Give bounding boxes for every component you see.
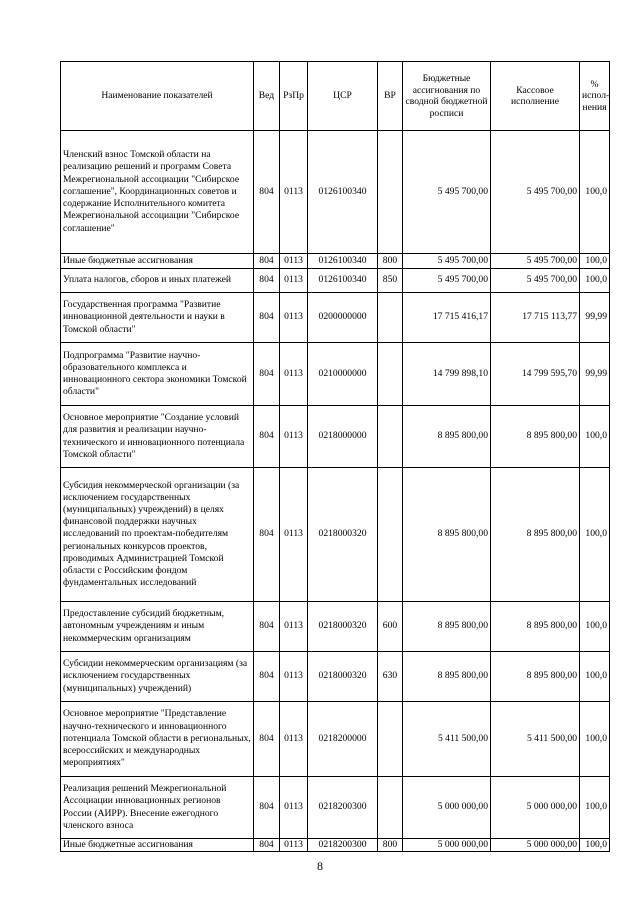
cell-ved: 804 [254,293,280,343]
cell-rzpr: 0113 [280,406,308,468]
cell-vr: 630 [378,652,403,702]
cell-percent: 100,0 [580,468,610,602]
cell-vr [378,131,403,254]
cell-assigned: 5 000 000,00 [403,777,491,839]
cell-cash: 5 495 700,00 [491,131,580,254]
cell-name: Иные бюджетные ассигнования [61,254,254,269]
cell-assigned: 14 799 898,10 [403,343,491,406]
cell-cash: 8 895 800,00 [491,602,580,652]
cell-name: Реализация решений Межрегиональной Ассоциации инновационных регионов России (АИРР). Внесение ежегодного членского взноса [61,777,254,839]
cell-percent: 100,0 [580,254,610,269]
cell-csr: 0126100340 [308,269,378,293]
cell-cash: 14 799 595,70 [491,343,580,406]
cell-cash: 8 895 800,00 [491,468,580,602]
cell-percent: 100,0 [580,602,610,652]
cell-percent: 100,0 [580,652,610,702]
cell-name: Членский взнос Томской области на реализацию решений и программ Совета Межрегиональной ассоциации "Сибирское соглашение", Координационных советов и содержание Исполнительного комитета Межрегиональной ассоциации "Сибирское соглашение" [61,131,254,254]
cell-rzpr: 0113 [280,293,308,343]
cell-rzpr: 0113 [280,254,308,269]
cell-percent: 99,99 [580,343,610,406]
header-rzpr: РзПр [280,62,308,131]
cell-vr: 850 [378,269,403,293]
cell-name: Государственная программа "Развитие инновационной деятельности и науки в Томской области" [61,293,254,343]
cell-assigned: 8 895 800,00 [403,468,491,602]
cell-cash: 5 495 700,00 [491,269,580,293]
cell-ved: 804 [254,839,280,852]
cell-ved: 804 [254,777,280,839]
cell-csr: 0218000000 [308,406,378,468]
table-row [61,839,610,852]
cell-assigned: 8 895 800,00 [403,652,491,702]
cell-name: Предоставление субсидий бюджетным, автономным учреждениям и иным некоммерческим организациям [61,602,254,652]
cell-cash: 5 000 000,00 [491,777,580,839]
cell-csr: 0210000000 [308,343,378,406]
cell-cash: 8 895 800,00 [491,406,580,468]
table-body [61,131,610,852]
cell-percent: 100,0 [580,406,610,468]
cell-csr: 0218000320 [308,602,378,652]
header-csr: ЦСР [308,62,378,131]
header-cash: Кассовое исполнение [491,62,580,131]
cell-percent: 100,0 [580,131,610,254]
cell-percent: 100,0 [580,269,610,293]
cell-rzpr: 0113 [280,652,308,702]
cell-vr [378,777,403,839]
header-ved: Вед [254,62,280,131]
cell-rzpr: 0113 [280,839,308,852]
cell-vr: 800 [378,254,403,269]
cell-name: Субсидия некоммерческой организации (за исключением государственных (муниципальных) учреждений) в целях финансовой поддержки научных исследований по проектам-победителям региональных конкурсов проектов, проводимых Администрацией Томской области с Российским фондом фундаментальных исследований [61,468,254,602]
cell-vr [378,468,403,602]
header-name: Наименование показателей [61,62,254,131]
cell-csr: 0218200300 [308,839,378,852]
cell-percent: 100,0 [580,702,610,777]
cell-rzpr: 0113 [280,602,308,652]
table-row [61,702,610,777]
cell-vr [378,343,403,406]
cell-cash: 8 895 800,00 [491,652,580,702]
table-row [61,777,610,839]
cell-ved: 804 [254,602,280,652]
table-row [61,406,610,468]
cell-rzpr: 0113 [280,468,308,602]
cell-assigned: 17 715 416,17 [403,293,491,343]
cell-rzpr: 0113 [280,131,308,254]
cell-vr [378,702,403,777]
cell-assigned: 8 895 800,00 [403,406,491,468]
cell-name: Субсидии некоммерческим организациям (за исключением государственных (муниципальных) учреждений) [61,652,254,702]
cell-csr: 0126100340 [308,254,378,269]
cell-ved: 804 [254,652,280,702]
cell-ved: 804 [254,269,280,293]
table-row [61,131,610,254]
cell-csr: 0218000320 [308,652,378,702]
table-row [61,269,610,293]
cell-csr: 0126100340 [308,131,378,254]
cell-cash: 5 411 500,00 [491,702,580,777]
cell-rzpr: 0113 [280,343,308,406]
cell-csr: 0200000000 [308,293,378,343]
cell-name: Уплата налогов, сборов и иных платежей [61,269,254,293]
cell-vr: 600 [378,602,403,652]
cell-assigned: 5 411 500,00 [403,702,491,777]
table-row [61,652,610,702]
cell-ved: 804 [254,406,280,468]
table-row [61,254,610,269]
page-number: 8 [317,859,323,873]
cell-assigned: 5 495 700,00 [403,269,491,293]
table-row [61,468,610,602]
table-header-row [61,62,610,131]
cell-name: Иные бюджетные ассигнования [61,839,254,852]
cell-cash: 17 715 113,77 [491,293,580,343]
table-row [61,602,610,652]
cell-assigned: 5 495 700,00 [403,254,491,269]
cell-cash: 5 495 700,00 [491,254,580,269]
header-percent: % испол-нения [580,62,610,131]
cell-csr: 0218200300 [308,777,378,839]
cell-name: Подпрограмма "Развитие научно-образовательного комплекса и инновационного сектора экономики Томской области" [61,343,254,406]
cell-cash: 5 000 000,00 [491,839,580,852]
cell-vr: 800 [378,839,403,852]
cell-percent: 100,0 [580,839,610,852]
cell-rzpr: 0113 [280,777,308,839]
cell-vr [378,293,403,343]
cell-percent: 99,99 [580,293,610,343]
table-row [61,343,610,406]
cell-vr [378,406,403,468]
cell-name: Основное мероприятие "Создание условий для развития и реализации научно-технического и инновационного потенциала Томской области" [61,406,254,468]
cell-csr: 0218000320 [308,468,378,602]
cell-csr: 0218200000 [308,702,378,777]
cell-assigned: 5 000 000,00 [403,839,491,852]
cell-ved: 804 [254,131,280,254]
cell-ved: 804 [254,702,280,777]
cell-assigned: 5 495 700,00 [403,131,491,254]
cell-rzpr: 0113 [280,702,308,777]
cell-ved: 804 [254,468,280,602]
header-vr: ВР [378,62,403,131]
budget-execution-table [60,61,610,852]
cell-assigned: 8 895 800,00 [403,602,491,652]
cell-percent: 100,0 [580,777,610,839]
cell-name: Основное мероприятие "Представление научно-технического и инновационного потенциала Томской области в региональных, всероссийских и международных мероприятиях" [61,702,254,777]
cell-ved: 804 [254,343,280,406]
cell-rzpr: 0113 [280,269,308,293]
cell-ved: 804 [254,254,280,269]
table-row [61,293,610,343]
header-assigned: Бюджетные ассигнования по сводной бюджетной росписи [403,62,491,131]
